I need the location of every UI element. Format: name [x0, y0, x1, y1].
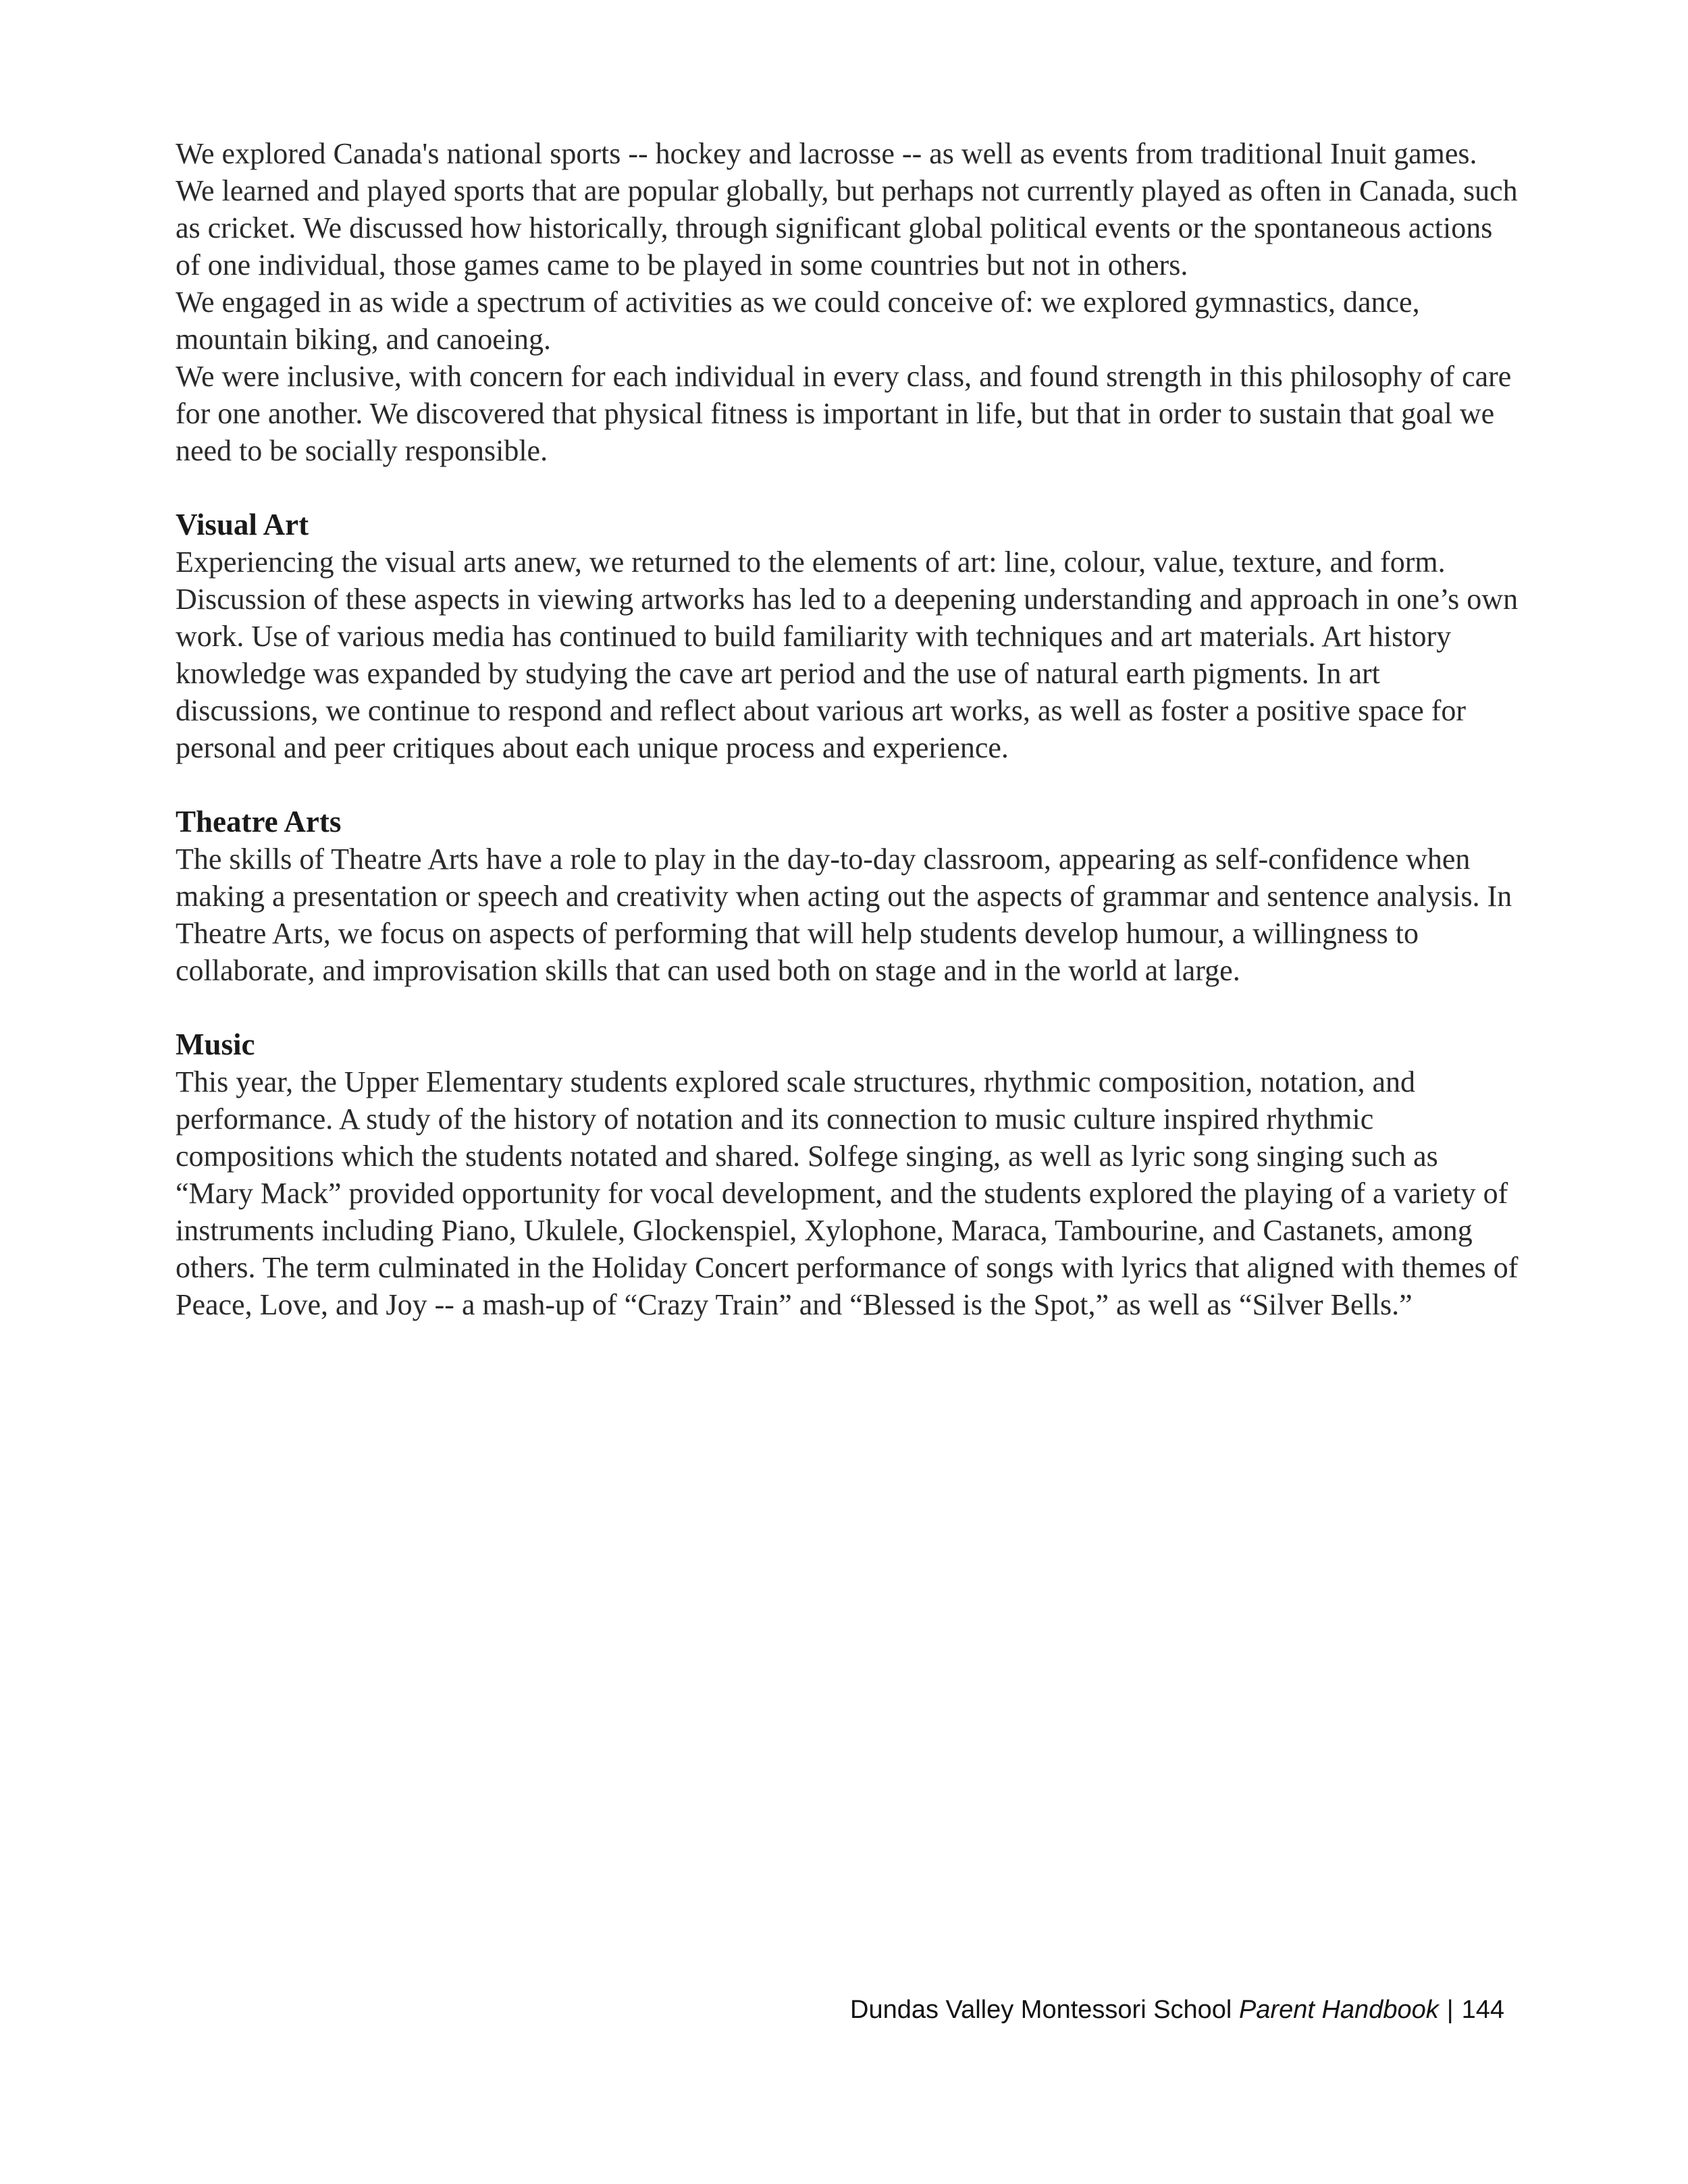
- intro-paragraph-activities: We engaged in as wide a spectrum of activities as we could conceive of: we explored gymnastics, dance, mountain biking, and canoeing.: [176, 286, 1420, 356]
- section-heading: Visual Art: [176, 508, 309, 541]
- footer-page-number: 144: [1461, 1996, 1504, 2024]
- section-body: This year, the Upper Elementary students explored scale structures, rhythmic composition, notation, and performance. A study of the history of notation and its connection to music culture inspired rhythmic compositions which the students notated and shared. Solfege singing, as well as lyric song singing such as “Mary Mack” provided opportunity for vocal development, and the students explored the playing of a variety of instruments including Piano, Ukulele, Glockenspiel, Xylophone, Maraca, Tambourine, and Castanets, among others. The term culminated in the Holiday Concert performance of songs with lyrics that aligned with themes of Peace, Love, and Joy -- a mash-up of “Crazy Train” and “Blessed is the Spot,” as well as “Silver Bells.”: [176, 1065, 1519, 1321]
- section-theatre-arts: [176, 803, 1519, 989]
- section-body: The skills of Theatre Arts have a role to play in the day-to-day classroom, appearing as self-confidence when making a presentation or speech and creativity when acting out the aspects of grammar and sentence analysis. In Theatre Arts, we focus on aspects of performing that will help students develop humour, a willingness to collaborate, and improvisation skills that can used both on stage and in the world at large.: [176, 843, 1512, 987]
- footer-separator: |: [1446, 1996, 1454, 2024]
- intro-paragraph-inclusive: We were inclusive, with concern for each individual in every class, and found strength in this philosophy of care for one another. We discovered that physical fitness is important in life, but that in order to sustain that goal we need to be socially responsible.: [176, 360, 1512, 467]
- section-body: Experiencing the visual arts anew, we returned to the elements of art: line, colour, value, texture, and form. Discussion of these aspects in viewing artworks has led to a deepening understanding and approach in one’s own work. Use of various media has continued to build familiarity with techniques and art materials. Art history knowledge was expanded by studying the cave art period and the use of natural earth pigments. In art discussions, we continue to respond and reflect about various art works, as well as foster a positive space for personal and peer critiques about each unique process and experience.: [176, 545, 1519, 764]
- footer-school-name: Dundas Valley Montessori School: [850, 1996, 1232, 2024]
- footer-doc-title: Parent Handbook: [1238, 1996, 1439, 2024]
- intro-block: [176, 135, 1519, 469]
- section-music: [176, 1026, 1519, 1323]
- section-visual-art: [176, 506, 1519, 766]
- page-footer: [850, 1994, 1504, 2026]
- section-heading: Theatre Arts: [176, 805, 342, 838]
- intro-paragraph-sports: We explored Canada's national sports -- hockey and lacrosse -- as well as events from traditional Inuit games. We learned and played sports that are popular globally, but perhaps not currently played as often in Canada, such as cricket. We discussed how historically, through significant global political events or the spontaneous actions of one individual, those games came to be played in some countries but not in others.: [176, 137, 1518, 282]
- section-heading: Music: [176, 1028, 255, 1061]
- page-content: [176, 135, 1519, 1323]
